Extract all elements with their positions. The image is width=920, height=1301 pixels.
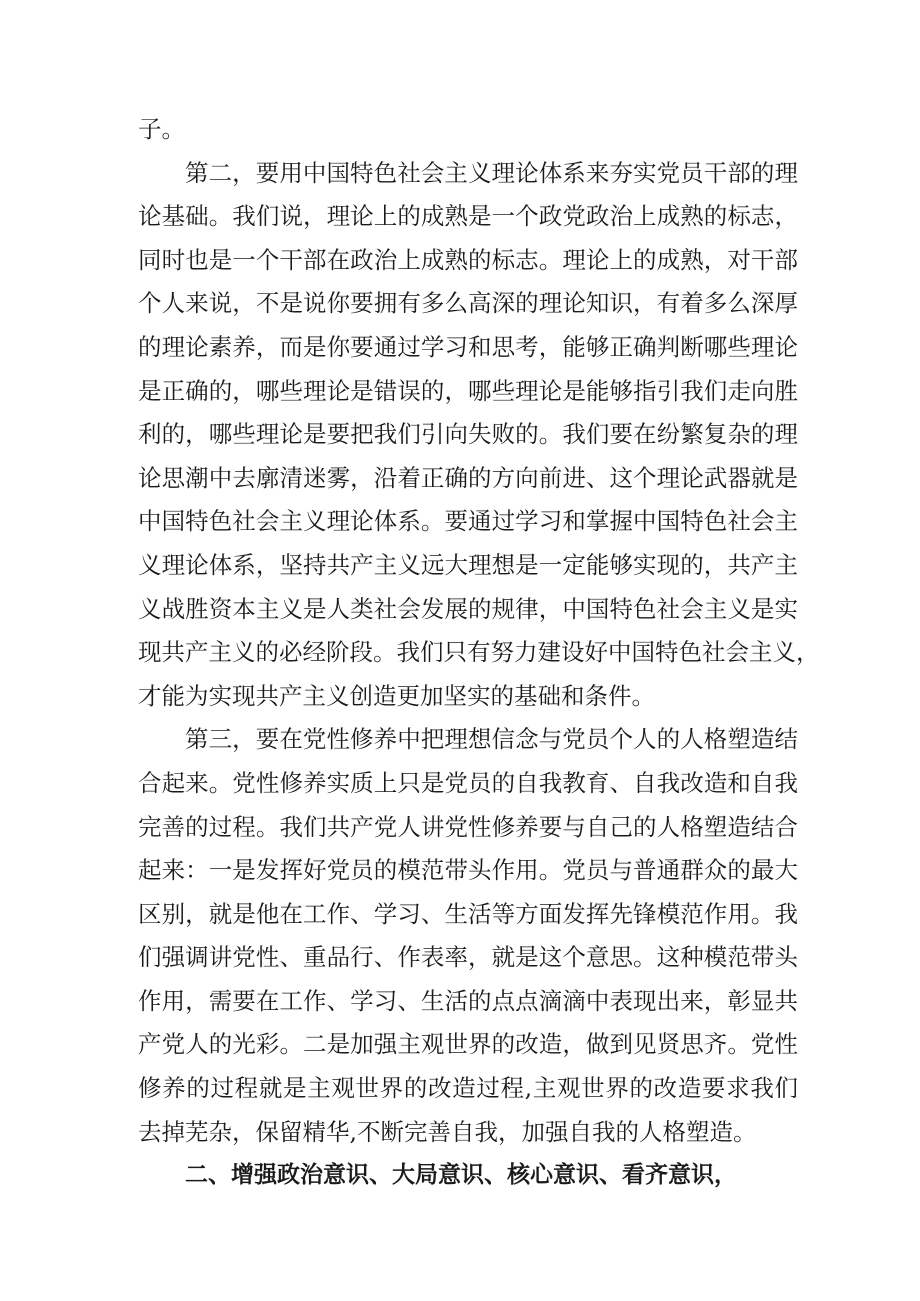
paragraph-line: 修养的过程就是主观世界的改造过程,主观世界的改造要求我们 bbox=[138, 1074, 798, 1103]
paragraph-line: 同时也是一个干部在政治上成熟的标志。理论上的成熟，对干部 bbox=[138, 245, 798, 274]
paragraph-line: 子。 bbox=[138, 115, 185, 143]
paragraph-line: 论基础。我们说，理论上的成熟是一个政党政治上成熟的标志， bbox=[138, 202, 798, 231]
paragraph-line: 区别，就是他在工作、学习、生活等方面发挥先锋模范作用。我 bbox=[138, 899, 798, 928]
paragraph-line: 完善的过程。我们共产党人讲党性修养要与自己的人格塑造结合 bbox=[138, 812, 798, 841]
paragraph-line: 的理论素养，而是你要通过学习和思考，能够正确判断哪些理论 bbox=[138, 332, 798, 361]
paragraph-line: 现共产主义的必经阶段。我们只有努力建设好中国特色社会主义， bbox=[138, 638, 820, 667]
section-heading: 二、增强政治意识、大局意识、核心意识、看齐意识， bbox=[185, 1162, 737, 1189]
paragraph-line: 是正确的，哪些理论是错误的，哪些理论是能够指引我们走向胜 bbox=[138, 376, 798, 405]
paragraph-line: 们强调讲党性、重品行、作表率，就是这个意思。这种模范带头 bbox=[138, 943, 798, 972]
paragraph-line: 个人来说，不是说你要拥有多么高深的理论知识，有着多么深厚 bbox=[138, 289, 798, 318]
paragraph-line: 去掉芜杂，保留精华,不断完善自我，加强自我的人格塑造。 bbox=[138, 1117, 757, 1146]
paragraph-line: 第二，要用中国特色社会主义理论体系来夯实党员干部的理 bbox=[185, 158, 798, 187]
paragraph-line: 合起来。党性修养实质上只是党员的自我教育、自我改造和自我 bbox=[138, 768, 798, 797]
paragraph-line: 起来：一是发挥好党员的模范带头作用。党员与普通群众的最大 bbox=[138, 856, 798, 885]
paragraph-line: 作用，需要在工作、学习、生活的点点滴滴中表现出来，彰显共 bbox=[138, 986, 798, 1015]
paragraph-line: 义战胜资本主义是人类社会发展的规律，中国特色社会主义是实 bbox=[138, 594, 798, 623]
paragraph-line: 中国特色社会主义理论体系。要通过学习和掌握中国特色社会主 bbox=[138, 507, 798, 536]
paragraph-line: 才能为实现共产主义创造更加坚实的基础和条件。 bbox=[138, 681, 655, 710]
paragraph-line: 利的，哪些理论是要把我们引向失败的。我们要在纷繁复杂的理 bbox=[138, 420, 798, 449]
paragraph-line: 论思潮中去廓清迷雾，沿着正确的方向前进、这个理论武器就是 bbox=[138, 463, 798, 492]
paragraph-line: 义理论体系，坚持共产主义远大理想是一定能够实现的，共产主 bbox=[138, 550, 798, 579]
paragraph-line: 产党人的光彩。二是加强主观世界的改造，做到见贤思齐。党性 bbox=[138, 1030, 798, 1059]
document-page bbox=[138, 108, 820, 1198]
paragraph-line: 第三，要在党性修养中把理想信念与党员个人的人格塑造结 bbox=[185, 725, 798, 754]
